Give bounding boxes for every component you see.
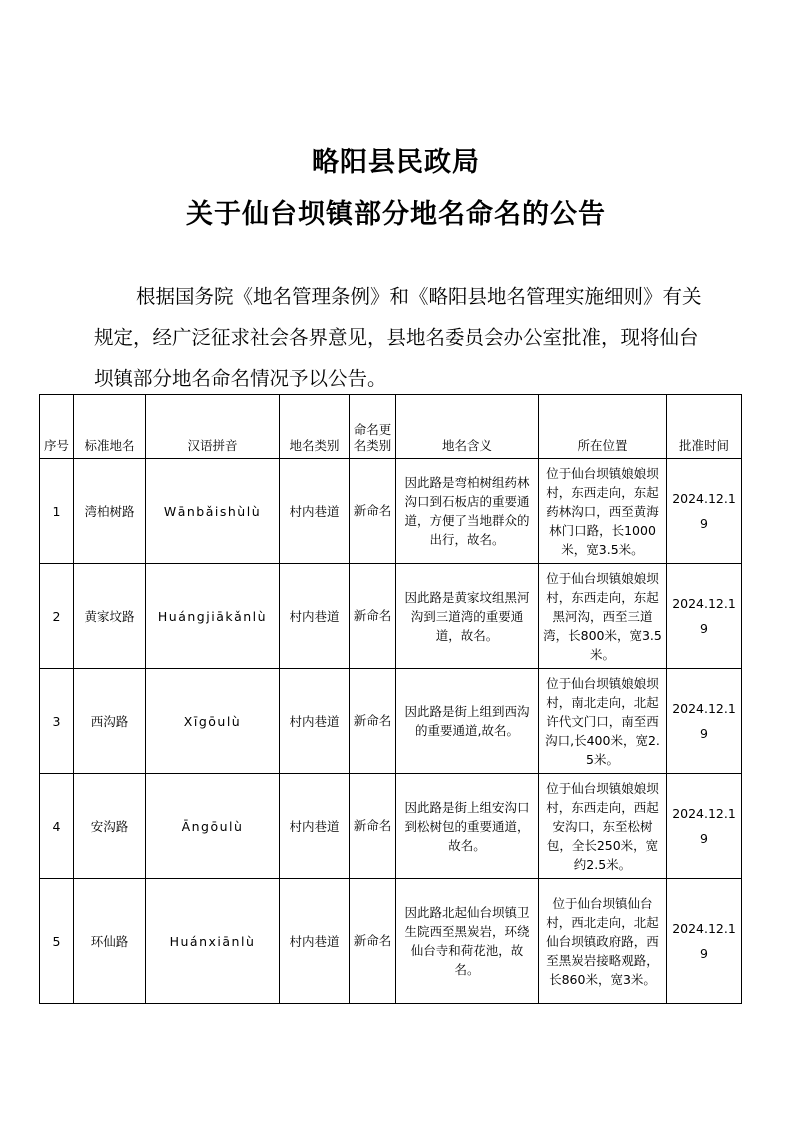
cell-name: 黄家坟路 [74,564,146,669]
cell-pinyin: Huángjiākǎnlù [146,564,280,669]
cell-meaning: 因此路是弯柏树组药林沟口到石板店的重要通道，方便了当地群众的出行，故名。 [396,459,539,564]
header-type: 地名类别 [280,395,350,459]
cell-meaning: 因此路是黄家坟组黑河沟到三道湾的重要通道，故名。 [396,564,539,669]
table-header-row [40,395,742,459]
cell-naming-category: 新命名 [350,774,396,879]
cell-index: 1 [40,459,74,564]
cell-name: 西沟路 [74,669,146,774]
cell-date: 2024.12.19 [667,459,742,564]
document-title-org: 略阳县民政局 [312,147,480,178]
cell-type: 村内巷道 [280,879,350,1004]
cell-index: 5 [40,879,74,1004]
cell-index: 3 [40,669,74,774]
header-location: 所在位置 [539,395,667,459]
table-row [40,879,742,1004]
cell-pinyin: Āngōulù [146,774,280,879]
cell-date: 2024.12.19 [667,564,742,669]
cell-pinyin: Wānbǎishùlù [146,459,280,564]
cell-naming-category: 新命名 [350,459,396,564]
table-row [40,564,742,669]
cell-index: 4 [40,774,74,879]
cell-pinyin: Huánxiānlù [146,879,280,1004]
cell-meaning: 因此路是街上组到西沟的重要通道,故名。 [396,669,539,774]
cell-naming-category: 新命名 [350,879,396,1004]
cell-name: 安沟路 [74,774,146,879]
cell-pinyin: Xīgōulù [146,669,280,774]
cell-meaning: 因此路是街上组安沟口到松树包的重要通道，故名。 [396,774,539,879]
cell-naming-category: 新命名 [350,564,396,669]
header-date: 批准时间 [667,395,742,459]
cell-meaning: 因此路北起仙台坝镇卫生院西至黑炭岩，环绕仙台寺和荷花池，故名。 [396,879,539,1004]
cell-naming-category: 新命名 [350,669,396,774]
document-title: 关于仙台坝镇部分地名命名的公告 [186,199,606,230]
cell-location: 位于仙台坝镇娘娘坝村，南北走向，北起许代文门口，南至西沟口,长400米，宽2.5米。 [539,669,667,774]
header-name: 标准地名 [74,395,146,459]
cell-type: 村内巷道 [280,774,350,879]
place-names-table [39,394,742,1004]
intro-paragraph: 根据国务院《地名管理条例》和《略阳县地名管理实施细则》有关规定，经广泛征求社会各界意见，县地名委员会办公室批准，现将仙台坝镇部分地名命名情况予以公告。 [94,285,702,390]
cell-type: 村内巷道 [280,669,350,774]
cell-date: 2024.12.19 [667,774,742,879]
cell-location: 位于仙台坝镇娘娘坝村，东西走向，东起黑河沟，西至三道湾，长800米，宽3.5米。 [539,564,667,669]
cell-name: 环仙路 [74,879,146,1004]
cell-date: 2024.12.19 [667,669,742,774]
header-index: 序号 [40,395,74,459]
cell-location: 位于仙台坝镇仙台村，西北走向，北起仙台坝镇政府路，西至黑炭岩接略观路，长860米，宽3米。 [539,879,667,1004]
header-pinyin: 汉语拼音 [146,395,280,459]
cell-index: 2 [40,564,74,669]
header-naming-category: 命名更名类别 [350,395,396,459]
cell-location: 位于仙台坝镇娘娘坝村，东西走向，西起安沟口，东至松树包，全长250米，宽约2.5米。 [539,774,667,879]
cell-date: 2024.12.19 [667,879,742,1004]
cell-location: 位于仙台坝镇娘娘坝村，东西走向，东起药林沟口，西至黄海林门口路，长1000米，宽3.5米。 [539,459,667,564]
cell-type: 村内巷道 [280,459,350,564]
header-meaning: 地名含义 [396,395,539,459]
cell-type: 村内巷道 [280,564,350,669]
table-row [40,669,742,774]
cell-name: 湾柏树路 [74,459,146,564]
table-row [40,774,742,879]
table-row [40,459,742,564]
